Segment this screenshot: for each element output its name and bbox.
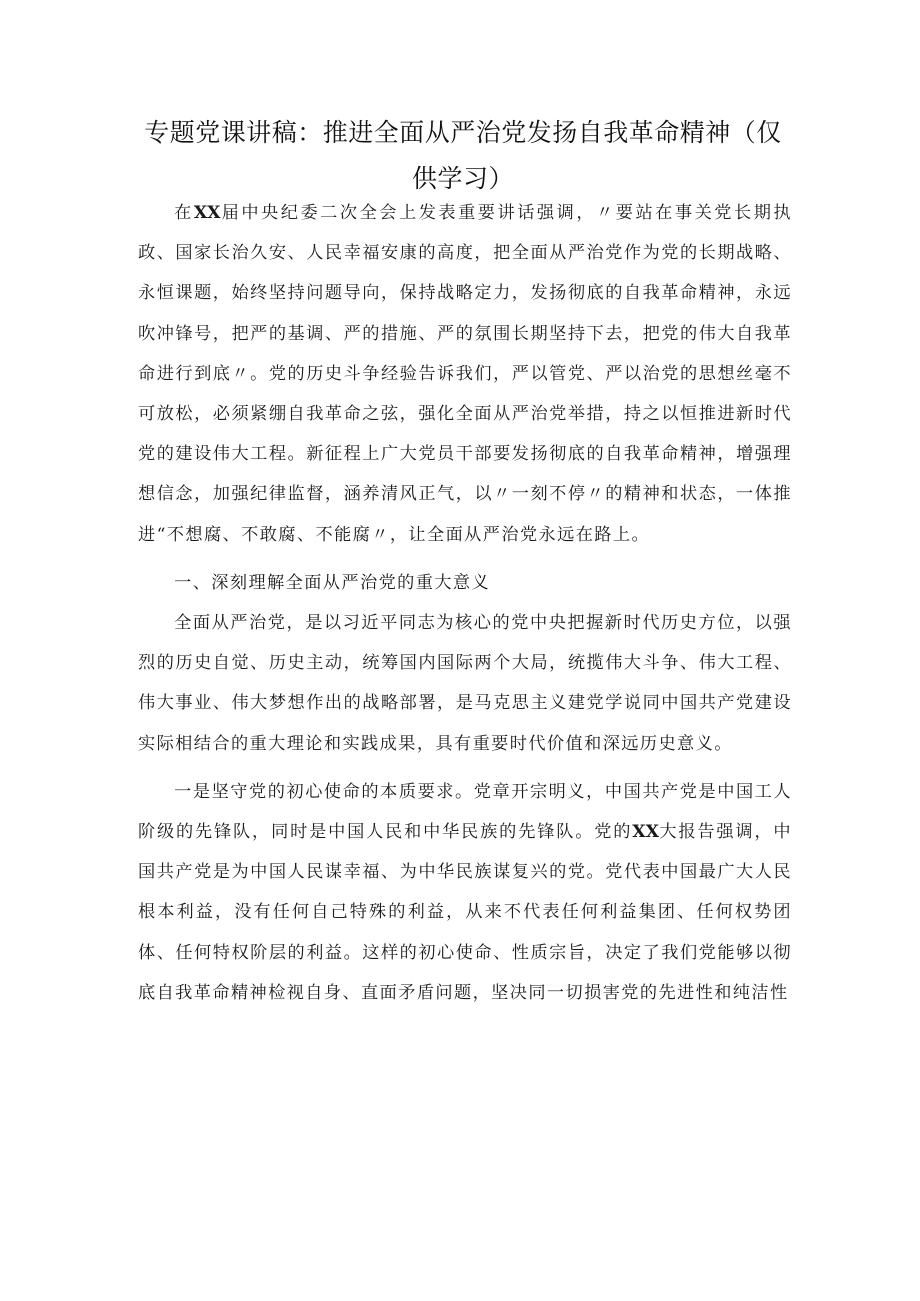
document-body bbox=[138, 193, 792, 1013]
placeholder-number: XX bbox=[193, 203, 221, 223]
paragraph-point-one bbox=[138, 772, 792, 1013]
paragraph-intro bbox=[138, 193, 792, 555]
paragraph-significance: 全面从严治党，是以习近平同志为核心的党中央把握新时代历史方位，以强烈的历史自觉、历史主动，统筹国内国际两个大局，统揽伟大斗争、伟大工程、伟大事业、伟大梦想作出的战略部署，是马克思主义建党学说同中国共产党建设实际相结合的重大理论和实践成果，具有重要时代价值和深远历史意义。 bbox=[138, 613, 792, 754]
section-heading: 一、深刻理解全面从严治党的重大意义 bbox=[174, 572, 491, 593]
document-title: 专题党课讲稿：推进全面从严治党发扬自我革命精神（仅供学习） bbox=[144, 118, 782, 193]
text-run: 一是坚守党的初心使命的本质要求。党章开宗明义，中国共产党是中国工人阶级的先锋队，同时是中国人民和中华民族的先锋队。党的 bbox=[138, 781, 792, 843]
text-run: 大报告强调，中国共产党是为中国人民谋幸福、为中华民族谋复兴的党。党代表中国最广大人民根本利益，没有任何自己特殊的利益，从来不代表任何利益集团、任何权势团体、任何特权阶层的利益。这样的初心使命、性质宗旨，决定了我们党能够以彻底自我革命精神检视自身、直面矛盾问题，坚决同一切损害党的先进性和纯洁性 bbox=[138, 822, 792, 1003]
placeholder-number: XX bbox=[632, 822, 659, 843]
text-run: 在 bbox=[174, 203, 194, 223]
text-run: 届中央纪委二次全会上发表重要讲话强调，〃要站在事关党长期执政、国家长治久安、人民幸福安康的高度，把全面从严治党作为党的长期战略、永恒课题，始终坚持问题导向，保持战略定力，发扬彻底的自我革命精神，永远吹冲锋号，把严的基调、严的措施、严的氛围长期坚持下去，把党的伟大自我革命进行到底〃。党的历史斗争经验告诉我们，严以管党、严以治党的思想丝毫不可放松，必须紧绷自我革命之弦，强化全面从严治党举措，持之以恒推进新时代党的建设伟大工程。新征程上广大党员干部要发扬彻底的自我革命精神，增强理想信念，加强纪律监督，涵养清风正气，以〃一刻不停〃的精神和状态，一体推进“不想腐、不敢腐、不能腐〃，让全面从严治党永远在路上。 bbox=[138, 203, 792, 545]
